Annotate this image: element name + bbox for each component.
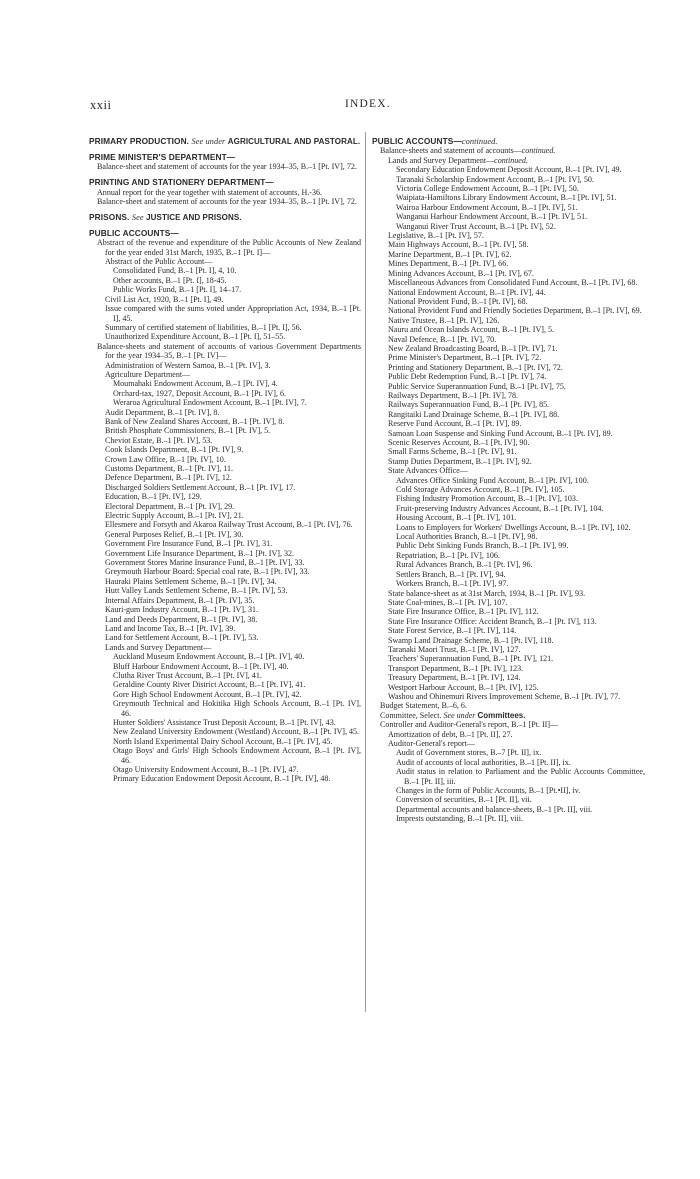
index-entry <box>380 165 645 174</box>
index-entry <box>97 615 361 624</box>
index-entry <box>380 316 645 325</box>
index-entry <box>380 250 645 259</box>
index-entry <box>97 398 361 407</box>
index-entry <box>380 636 645 645</box>
entry-text: Otago University Endowment Account, B.–1 [Pt. IV], 47. <box>113 765 299 774</box>
entry-text: Otago Boys' and Girls' High Schools Endowment Account, B.–1 [Pt. IV], 46. <box>113 746 361 765</box>
index-entry <box>97 295 361 304</box>
entry-text: Amortization of debt, B.–1 [Pt. II], 27. <box>388 729 513 739</box>
entry-text: Administration of Western Samoa, B.–1 [Pt. IV], 3. <box>105 360 271 370</box>
entry-text: Electoral Department, B.–1 [Pt. IV], 29. <box>105 501 235 511</box>
entry-text: Greymouth Harbour Board: Special coal rate, B.–1 [Pt. IV], 33. <box>105 567 310 577</box>
index-entry <box>97 765 361 774</box>
see-reference-label: See under <box>191 137 226 146</box>
index-entry <box>97 727 361 736</box>
index-entry <box>97 596 361 605</box>
index-entry <box>97 408 361 417</box>
index-entry <box>380 720 645 729</box>
index-entry <box>97 361 361 370</box>
entry-text: Civil List Act, 1920, B.–1 [Pt. I], 49. <box>105 294 224 304</box>
entry-text: Consolidated Fund, B.–1 [Pt. I], 4, 10. <box>113 266 237 276</box>
entry-text: Cheviot Estate, B.–1 [Pt. IV], 53. <box>105 435 213 445</box>
index-entry <box>97 483 361 492</box>
index-entry <box>97 370 361 379</box>
entry-text: Advances Office Sinking Fund Account, B.–1 [Pt. IV], 100. <box>396 475 589 485</box>
entry-text: Defence Department, B.–1 [Pt. IV], 12. <box>105 473 232 483</box>
index-entry <box>380 541 645 550</box>
index-entry <box>380 551 645 560</box>
index-entry <box>380 598 645 607</box>
entry-text: PRIME MINISTER'S DEPARTMENT— <box>89 151 236 162</box>
index-entry <box>97 502 361 511</box>
index-entry <box>97 671 361 680</box>
index-entry <box>380 579 645 588</box>
index-entry <box>380 513 645 522</box>
index-entry <box>380 269 645 278</box>
entry-text: National Endowment Account, B.–1 [Pt. IV], 44. <box>388 287 546 297</box>
entry-text: Internal Affairs Department, B.–1 [Pt. IV], 35. <box>105 595 255 605</box>
entry-text: Hauraki Plains Settlement Scheme, B.–1 [Pt. IV], 34. <box>105 576 277 586</box>
index-entry <box>380 730 645 739</box>
entry-text: Committee, Select. <box>380 710 444 720</box>
index-entry <box>97 426 361 435</box>
entry-text: Miscellaneous Advances from Consolidated Fund Account, B.–1 [Pt. IV], 68. <box>388 278 638 288</box>
index-entry <box>380 400 645 409</box>
index-heading <box>89 177 361 188</box>
index-entry <box>380 344 645 353</box>
entry-text: Wanganui Harbour Endowment Account, B.–1 [Pt. IV], 51. <box>396 212 588 222</box>
column-divider <box>365 132 366 1012</box>
entry-text: Moumahaki Endowment Account, B.–1 [Pt. IV], 4. <box>113 379 278 389</box>
index-entry <box>97 379 361 388</box>
index-entry <box>380 306 645 315</box>
index-entry <box>380 146 645 155</box>
index-entry <box>97 539 361 548</box>
index-entry <box>380 410 645 419</box>
index-entry <box>380 222 645 231</box>
entry-text: Swamp Land Drainage Scheme, B.–1 [Pt. IV], 118. <box>388 635 554 645</box>
entry-text: Abstract of the revenue and expenditure of the Public Accounts of New Zealand for the year ended 31st March, 1935, B.–1 [Pt. I]— <box>97 238 361 257</box>
index-entry <box>380 325 645 334</box>
entry-text: Workers Branch, B.–1 [Pt. IV], 97. <box>396 579 509 589</box>
index-entry <box>97 746 361 765</box>
index-entry <box>380 457 645 466</box>
index-entry <box>380 278 645 287</box>
entry-text: Other accounts, B.–1 [Pt. I], 18-45. <box>113 275 227 285</box>
entry-text: Orchard-tax, 1927, Deposit Account, B.–1 [Pt. IV], 6. <box>113 388 286 398</box>
entry-text: Prime Minister's Department, B.–1 [Pt. IV], 72. <box>388 353 542 363</box>
entry-text: Audit of accounts of local authorities, B.–1 [Pt. II], ix. <box>396 757 571 767</box>
entry-text: Samoan Loan Suspense and Sinking Fund Account, B.–1 [Pt. IV], 89. <box>388 428 613 438</box>
continued-label: continued. <box>461 137 498 146</box>
index-entry <box>97 445 361 454</box>
entry-text: PRINTING AND STATIONERY DEPARTMENT— <box>89 177 274 188</box>
index-entry <box>380 353 645 362</box>
entry-text: Settlers Branch, B.–1 [Pt. IV], 94. <box>396 569 506 579</box>
entry-text: Balance-sheet and statement of accounts for the year 1934–35, B.–1 [Pt. IV], 72. <box>97 197 357 207</box>
index-entry <box>380 805 645 814</box>
entry-text: Stamp Duties Department, B.–1 [Pt. IV], 92. <box>388 456 532 466</box>
entry-text: Lands and Survey Department— <box>388 155 495 165</box>
entry-text: Cook Islands Department, B.–1 [Pt. IV], 9. <box>105 445 244 455</box>
entry-text: Housing Account, B.–1 [Pt. IV], 101. <box>396 513 517 523</box>
entry-text: Taranaki Scholarship Endowment Account, B.–1 [Pt. IV], 50. <box>396 174 594 184</box>
index-entry <box>380 692 645 701</box>
entry-text: Victoria College Endowment Account, B.–1 [Pt. IV], 50. <box>396 184 579 194</box>
index-entry <box>97 197 361 206</box>
index-entry <box>380 758 645 767</box>
entry-text: Bluff Harbour Endowment Account, B.–1 [Pt. IV], 40. <box>113 661 289 671</box>
entry-text: Auckland Museum Endowment Account, B.–1 [Pt. IV], 40. <box>113 652 305 662</box>
index-entry <box>380 494 645 503</box>
entry-text: Conversion of securities, B.–1 [Pt. II], vii. <box>396 795 532 805</box>
index-entry <box>97 662 361 671</box>
entry-text: Clutha River Trust Account, B.–1 [Pt. IV], 41. <box>113 670 262 680</box>
entry-text: Fishing Industry Promotion Account, B.–1 [Pt. IV], 103. <box>396 494 578 504</box>
index-entry <box>380 447 645 456</box>
entry-text: Auditor-General's report— <box>388 739 475 748</box>
entry-text: Secondary Education Endowment Deposit Account, B.–1 [Pt. IV], 49. <box>396 165 622 175</box>
index-entry <box>380 654 645 663</box>
index-entry <box>97 162 361 171</box>
index-entry <box>380 175 645 184</box>
index-entry <box>97 436 361 445</box>
entry-text: Public Works Fund, B.–1 [Pt. I], 14–17. <box>113 285 242 295</box>
cross-reference: Committees. <box>477 710 526 720</box>
index-entry <box>380 297 645 306</box>
index-entry <box>380 570 645 579</box>
index-entry <box>380 589 645 598</box>
index-entry <box>380 607 645 616</box>
index-entry <box>380 748 645 757</box>
index-entry <box>380 701 645 710</box>
entry-text: Electric Supply Account, B.–1 [Pt. IV], 21. <box>105 511 244 521</box>
index-entry <box>97 567 361 576</box>
index-entry <box>380 626 645 635</box>
index-entry <box>380 212 645 221</box>
entry-text: Greymouth Technical and Hokitika High Schools Account, B.–1 [Pt. IV], 46. <box>113 699 361 718</box>
index-entry <box>97 417 361 426</box>
entry-text: Rangitaiki Land Drainage Scheme, B.–1 [Pt. IV], 88. <box>388 409 560 419</box>
entry-text: North Island Experimental Dairy School Account, B.–1 [Pt. IV], 45. <box>113 736 333 746</box>
entry-text: Small Farms Scheme, B.–1 [Pt. IV], 91. <box>388 447 517 457</box>
index-entry <box>380 203 645 212</box>
index-entry <box>97 389 361 398</box>
index-entry <box>380 814 645 823</box>
entry-text: General Purposes Relief, B.–1 [Pt. IV], 30. <box>105 529 244 539</box>
entry-text: Imprests outstanding, B.–1 [Pt. II], viii. <box>396 814 523 824</box>
entry-text: Government Life Insurance Department, B.–1 [Pt. IV], 32. <box>105 548 295 558</box>
index-entry <box>380 504 645 513</box>
index-entry <box>97 586 361 595</box>
continued-label: continued. <box>494 155 528 165</box>
entry-text: PUBLIC ACCOUNTS— <box>372 136 462 146</box>
entry-text: Legislative, B.–1 [Pt. IV], 57. <box>388 231 484 241</box>
index-heading <box>89 151 361 162</box>
index-entry <box>97 473 361 482</box>
entry-text: Waipiata-Hamiltons Library Endowment Account, B.–1 [Pt. IV], 51. <box>396 193 617 203</box>
entry-text: Government Stores Marine Insurance Fund, B.–1 [Pt. IV], 33. <box>105 558 305 568</box>
entry-text: Main Highways Account, B.–1 [Pt. IV], 58. <box>388 240 529 250</box>
index-entry <box>97 577 361 586</box>
entry-text: Fruit-preserving Industry Advances Account, B.–1 [Pt. IV], 104. <box>396 503 604 513</box>
entry-text: Ellesmere and Forsyth and Akaroa Railway Trust Account, B.–1 [Pt. IV], 76. <box>105 520 353 530</box>
index-entry <box>380 795 645 804</box>
entry-text: Lands and Survey Department— <box>105 642 212 652</box>
index-entry <box>97 718 361 727</box>
index-entry <box>97 492 361 501</box>
entry-text: Reserve Fund Account, B.–1 [Pt. IV], 89. <box>388 419 522 429</box>
index-entry <box>380 711 645 720</box>
entry-text: Transport Department, B.–1 [Pt. IV], 123. <box>388 663 524 673</box>
index-entry <box>380 335 645 344</box>
entry-text: Mining Advances Account, B.–1 [Pt. IV], 67. <box>388 268 534 278</box>
cross-reference: AGRICULTURAL AND PASTORAL. <box>227 137 361 146</box>
index-entry <box>97 266 361 275</box>
page-header <box>90 98 580 116</box>
index-entry <box>380 372 645 381</box>
entry-text: Wanganui River Trust Account, B.–1 [Pt. IV], 52. <box>396 221 556 231</box>
entry-text: State Fire Insurance Office: Accident Branch, B.–1 [Pt. IV], 113. <box>388 616 597 626</box>
entry-text: Discharged Soldiers Settlement Account, B.–1 [Pt. IV], 17. <box>105 482 296 492</box>
index-entry <box>97 633 361 642</box>
index-entry <box>97 188 361 197</box>
entry-text: Wairoa Harbour Endowment Account, B.–1 [Pt. IV], 51. <box>396 202 578 212</box>
index-column-left <box>89 137 361 784</box>
index-heading <box>89 136 361 146</box>
entry-text: Railways Department, B.–1 [Pt. IV], 78. <box>388 390 519 400</box>
index-entry <box>97 520 361 529</box>
index-entry <box>97 511 361 520</box>
index-entry <box>97 238 361 257</box>
continued-label: continued. <box>521 146 556 156</box>
index-entry <box>380 419 645 428</box>
index-entry <box>97 690 361 699</box>
index-entry <box>380 532 645 541</box>
entry-text: Unauthorized Expenditure Account, B.–1 [Pt. I], 51–55. <box>105 332 286 342</box>
index-entry <box>380 259 645 268</box>
entry-text: New Zealand University Endowment (Westland) Account, B.–1 [Pt. IV], 45. <box>113 727 360 737</box>
entry-text: Budget Statement, B.–6, 6. <box>380 701 467 711</box>
index-heading <box>89 211 361 222</box>
index-column-right <box>372 137 645 824</box>
entry-text: Balance-sheet and statement of accounts for the year 1934–35, B.–1 [Pt. IV], 72. <box>97 162 357 172</box>
entry-text: Changes in the form of Public Accounts, B.–1 [Pt.•II], iv. <box>396 786 581 796</box>
index-entry <box>380 683 645 692</box>
entry-text: Land and Income Tax, B.–1 [Pt. IV], 39. <box>105 623 236 633</box>
entry-text: New Zealand Broadcasting Board, B.–1 [Pt. IV], 71. <box>388 343 558 353</box>
index-entry <box>380 767 645 786</box>
index-entry <box>97 257 361 266</box>
index-entry <box>97 530 361 539</box>
index-entry <box>97 323 361 332</box>
entry-text: Annual report for the year together with statement of accounts, H.-36. <box>97 187 323 197</box>
see-reference-label: See under <box>443 710 476 720</box>
entry-text: Treasury Department, B.–1 [Pt. IV], 124. <box>388 673 521 683</box>
entry-text: Customs Department, B.–1 [Pt. IV], 11. <box>105 464 233 473</box>
entry-text: Bank of New Zealand Shares Account, B.–1 [Pt. IV], 8. <box>105 416 285 426</box>
index-entry <box>97 332 361 341</box>
index-entry <box>380 156 645 165</box>
index-entry <box>380 184 645 193</box>
entry-text: Naval Defence, B.–1 [Pt. IV], 70. <box>388 334 497 344</box>
entry-text: Departmental accounts and balance-sheets, B.–1 [Pt. II], viii. <box>396 804 593 814</box>
index-entry <box>97 464 361 473</box>
index-entry <box>380 617 645 626</box>
entry-text: National Provident Fund, B.–1 [Pt. IV], 68. <box>388 296 528 306</box>
entry-text: State balance-sheet as at 31st March, 1934, B.–1 [Pt. IV], 93. <box>388 588 586 598</box>
entry-text: Scenic Reserves Account, B.–1 [Pt. IV], 90. <box>388 438 530 447</box>
entry-text: British Phosphate Commissioners, B.–1 [Pt. IV], 5. <box>105 426 271 436</box>
entry-text: PRISONS. <box>89 211 132 222</box>
entry-text: Agriculture Department— <box>105 369 191 379</box>
index-entry <box>380 429 645 438</box>
entry-text: Balance-sheets and statement of accounts— <box>380 146 522 156</box>
entry-text: Washou and Ohinemuri Rivers Improvement Scheme, B.–1 [Pt. IV], 77. <box>388 691 621 701</box>
entry-text: Railways Superannuation Fund, B.–1 [Pt. IV], 85. <box>388 400 550 410</box>
index-heading <box>372 136 645 146</box>
index-heading <box>89 227 361 238</box>
index-entry <box>380 438 645 447</box>
index-entry <box>380 240 645 249</box>
entry-text: Audit Department, B.–1 [Pt. IV], 8. <box>105 407 220 417</box>
index-entry <box>380 231 645 240</box>
see-reference-label: See <box>131 212 144 222</box>
entry-text: Primary Education Endowment Deposit Account, B.–1 [Pt. IV], 48. <box>113 774 331 784</box>
entry-text: PRIMARY PRODUCTION. <box>89 136 192 146</box>
entry-text: Crown Law Office, B.–1 [Pt. IV], 10. <box>105 454 226 464</box>
index-entry <box>97 737 361 746</box>
entry-text: Teachers' Superannuation Fund, B.–1 [Pt. IV], 121. <box>388 654 554 664</box>
index-entry <box>380 786 645 795</box>
index-entry <box>380 673 645 682</box>
page-title: INDEX. <box>345 98 391 110</box>
entry-text: Local Authorities Branch, B.–1 [Pt. IV], 98. <box>396 532 538 542</box>
entry-text: Native Trustee, B.–1 [Pt. IV], 126. <box>388 315 500 325</box>
index-entry <box>97 342 361 361</box>
entry-text: Land for Settlement Account, B.–1 [Pt. IV], 53. <box>105 633 259 643</box>
index-entry <box>380 485 645 494</box>
cross-reference: JUSTICE AND PRISONS. <box>146 212 242 222</box>
entry-text: Audit status in relation to Parliament and the Public Accounts Committee, B.–1 [Pt. II], iii. <box>396 767 645 786</box>
index-entry <box>97 276 361 285</box>
index-entry <box>380 193 645 202</box>
index-entry <box>380 560 645 569</box>
index-entry <box>380 664 645 673</box>
entry-text: State Fire Insurance Office, B.–1 [Pt. IV], 112. <box>388 607 539 617</box>
index-entry <box>380 382 645 391</box>
entry-text: Balance-sheets and statement of accounts of various Government Departments for the year 1934–35, B.–1 [Pt. IV]— <box>97 341 361 361</box>
entry-text: State Coal-mines, B.–1 [Pt. IV], 107. <box>388 597 508 607</box>
entry-text: PUBLIC ACCOUNTS— <box>89 227 179 238</box>
index-entry <box>380 645 645 654</box>
entry-text: Gore High School Endowment Account, B.–1 [Pt. IV], 42. <box>113 689 302 699</box>
entry-text: State Advances Office— <box>388 466 468 476</box>
index-entry <box>97 304 361 323</box>
index-entry <box>380 523 645 532</box>
entry-text: Controller and Auditor-General's report, B.–1 [Pt. II]— <box>380 720 559 730</box>
entry-text: Public Debt Sinking Funds Branch, B.–1 [Pt. IV], 99. <box>396 541 569 551</box>
index-entry <box>380 391 645 400</box>
entry-text: Westport Harbour Account, B.–1 [Pt. IV], 125. <box>388 682 539 692</box>
index-entry <box>380 476 645 485</box>
entry-text: Issue compared with the sums voted under Appropriation Act, 1934, B.–1 [Pt. I], 45. <box>105 304 361 323</box>
index-entry <box>97 774 361 783</box>
entry-text: Public Service Superannuation Fund, B.–1 [Pt. IV], 75. <box>388 381 566 391</box>
index-entry <box>380 288 645 297</box>
index-entry <box>97 652 361 661</box>
index-entry <box>97 643 361 652</box>
page-number: xxii <box>90 98 112 112</box>
entry-text: Loans to Employers for Workers' Dwellings Account, B.–1 [Pt. IV], 102. <box>396 522 631 532</box>
index-entry <box>97 605 361 614</box>
index-entry <box>380 466 645 475</box>
entry-text: Summary of certified statement of liabilities, B.–1 [Pt. I], 56. <box>105 322 302 332</box>
entry-text: Marine Department, B.–1 [Pt. IV], 62. <box>388 249 512 259</box>
index-entry <box>380 739 645 748</box>
index-entry <box>97 624 361 633</box>
entry-text: National Provident Fund and Friendly Societies Department, B.–1 [Pt. IV], 69. <box>388 306 642 316</box>
entry-text: Repatriation, B.–1 [Pt. IV], 106. <box>396 550 500 560</box>
entry-text: Mines Department, B.–1 [Pt. IV], 66. <box>388 259 509 269</box>
entry-text: Government Fire Insurance Fund, B.–1 [Pt. IV], 31. <box>105 539 273 549</box>
entry-text: Public Debt Redemption Fund, B.–1 [Pt. IV], 74. <box>388 372 547 382</box>
index-entry <box>97 285 361 294</box>
entry-text: State Forest Service, B.–1 [Pt. IV], 114. <box>388 626 517 636</box>
entry-text: Audit of Government stores, B.–7 [Pt. II], ix. <box>396 748 542 758</box>
index-entry <box>97 558 361 567</box>
index-entry <box>97 680 361 689</box>
entry-text: Kauri-gum Industry Account, B.–1 [Pt. IV], 31. <box>105 605 259 615</box>
entry-text: Nauru and Ocean Islands Account, B.–1 [Pt. IV], 5. <box>388 325 555 335</box>
entry-text: Abstract of the Public Account— <box>105 257 213 267</box>
index-entry <box>97 549 361 558</box>
entry-text: Geraldine County River District Account, B.–1 [Pt. IV], 41. <box>113 680 306 690</box>
entry-text: Hutt Valley Lands Settlement Scheme, B.–1 [Pt. IV], 53. <box>105 586 288 596</box>
index-entry <box>380 363 645 372</box>
entry-text: Education, B.–1 [Pt. IV], 129. <box>105 492 202 502</box>
entry-text: Hunter Soldiers' Assistance Trust Deposit Account, B.–1 [Pt. IV], 43. <box>113 717 336 727</box>
index-entry <box>97 455 361 464</box>
entry-text: Cold Storage Advances Account, B.–1 [Pt. IV], 105. <box>396 485 565 495</box>
entry-text: Weraroa Agricultural Endowment Account, B.–1 [Pt. IV], 7. <box>113 398 307 408</box>
entry-text: Rural Advances Branch, B.–1 [Pt. IV], 96. <box>396 560 533 570</box>
index-entry <box>97 699 361 718</box>
entry-text: Land and Deeds Department, B.–1 [Pt. IV], 38. <box>105 614 258 624</box>
entry-text: Printing and Stationery Department, B.–1 [Pt. IV], 72. <box>388 362 563 372</box>
entry-text: Taranaki Maori Trust, B.–1 [Pt. IV], 127. <box>388 644 521 654</box>
